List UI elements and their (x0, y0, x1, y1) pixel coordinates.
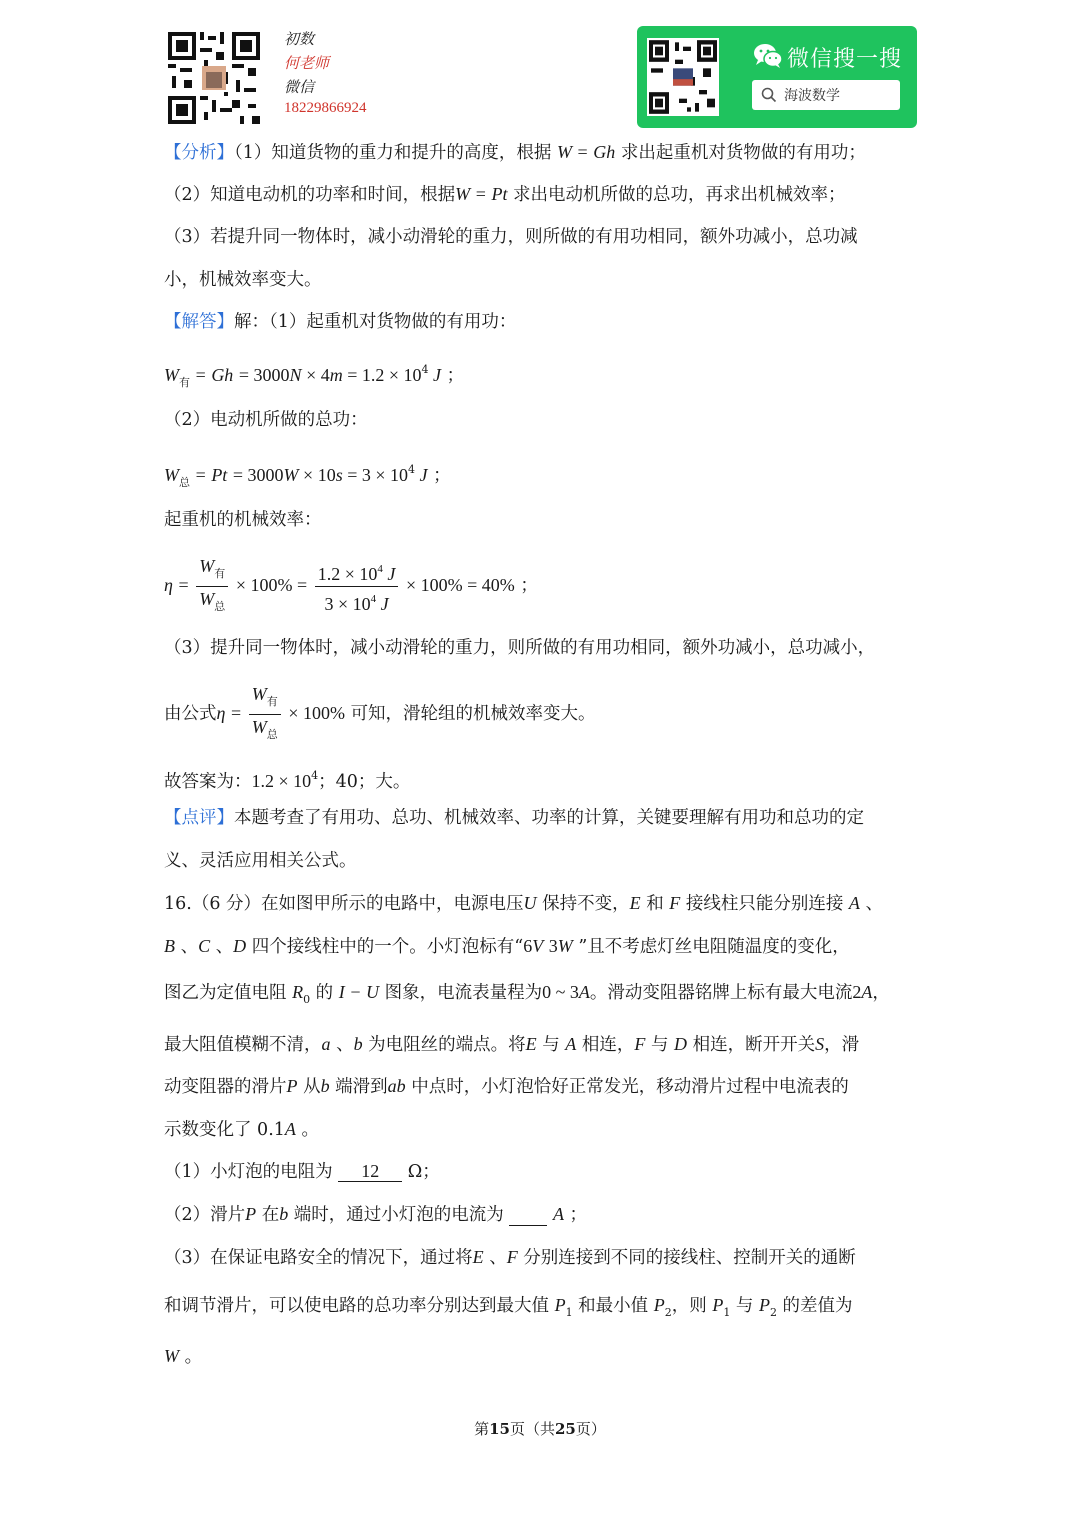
useful-work-equation: $W_有 = Gh = 3000N \times 4m = 1.2 \times 10^4$ J ； (164, 363, 465, 389)
punct: ； (520, 576, 538, 596)
analysis-text: 求出起重机对货物做的有用功； (620, 143, 866, 163)
q16-text: 最大阻值模糊不清， (164, 1035, 322, 1055)
q16-text: Ω； (407, 1162, 440, 1182)
analysis-text: （1）知道货物的重力和提升的高度，根据 (234, 143, 552, 163)
q16-subquestion-2: （2）滑片P 在b 端时，通过小灯泡的电流为 A ； (164, 1204, 588, 1225)
q16-text: 16.（6 分）在如图甲所示的电路中，电源电压 (164, 894, 524, 914)
footer-text: 页） (575, 1420, 606, 1438)
footer-text: 页（共 (509, 1420, 555, 1438)
comment-tag: 【点评】 (164, 808, 234, 828)
total-work-equation: $W_总 = Pt = 3000W \times 10s = 3 \times 10^4$ J ； (164, 463, 451, 489)
page-number: 15 (489, 1420, 510, 1438)
analysis-line-1: 【分析】（1）知道货物的重力和提升的高度，根据 W = Gh 求出起重机对货物做的有用功； (164, 142, 866, 163)
contact-phone: 18229866924 (284, 100, 367, 116)
q2-answer-blank[interactable] (509, 1205, 547, 1226)
footer-text: 第 (474, 1420, 490, 1438)
q16-text: 和 (646, 894, 664, 914)
q16-text: 图象，电流表量程为 (384, 983, 543, 1003)
q16-text: 动变阻器的滑片 (164, 1077, 287, 1097)
wechat-icon (753, 42, 783, 70)
analysis-text: 求出电动机所做的总功，再求出机械效率； (513, 185, 846, 205)
search-icon (761, 87, 777, 107)
efficiency-label: 起重机的机械效率： (164, 510, 322, 530)
solution-part-2: （2）电动机所做的总功： (164, 410, 368, 430)
q16-subquestion-1 (164, 1160, 440, 1184)
q16-text: 中点时，小灯泡恰好正常发光，移动滑片过程中电流表的 (411, 1077, 849, 1097)
formula-suffix: 可知，滑轮组的机械效率变大。 (350, 704, 596, 724)
comment-text: 本题考查了有用功、总功、机械效率、功率的计算，关键要理解有用功和总功的定 (234, 808, 864, 828)
q16-text: 相连， (581, 1035, 635, 1055)
wechat-title: 微信搜一搜 (787, 47, 903, 72)
q16-text: 为电阻丝的端点。将 (368, 1035, 526, 1055)
q16-text: （1）小灯泡的电阻为 (164, 1162, 333, 1182)
q16-text: 端时，通过小灯泡的电流为 (293, 1205, 504, 1225)
analysis-text: （2）知道电动机的功率和时间，根据 (164, 185, 456, 205)
wechat-search-box[interactable] (752, 80, 900, 110)
q16-line-1: 16.（6 分）在如图甲所示的电路中，电源电压U 保持不变，E 和 F 接线柱只能分别连接 A 、 (164, 893, 883, 914)
q16-line-6: 示数变化了 0.1A 。 (164, 1119, 319, 1140)
q16-text: ，则 (671, 1296, 707, 1316)
q16-line-2: B 、C 、D 四个接线柱中的一个。小灯泡标有“6V 3W ”且不考虑灯丝电阻随温度的变化， (164, 936, 850, 957)
analysis-tag: 【分析】 (164, 143, 234, 163)
q16-text: ，滑 (824, 1035, 860, 1055)
q1-answer-blank[interactable]: 12 (338, 1161, 402, 1182)
q16-text: 图乙为定值电阻 (164, 983, 287, 1003)
wechat-search-text: 海波数学 (784, 88, 840, 104)
solution-tag: 【解答】 (164, 312, 234, 332)
q16-text: 端滑到 (335, 1077, 388, 1097)
q16-text: （2）滑片 (164, 1205, 246, 1225)
qr-code (168, 32, 260, 124)
contact-line-1: 初数 (284, 30, 315, 48)
q16-text: 。滑动变阻器铭牌上标有最大电流 (589, 983, 853, 1003)
q16-text: （3）在保证电路安全的情况下，通过将 (164, 1248, 473, 1268)
q16-text: 的差值为 (782, 1296, 853, 1316)
analysis-line-4: 小，机械效率变大。 (164, 270, 322, 290)
q16-line-3: 图乙为定值电阻 $R_0$ 的 I − U 图象，电流表量程为0 ~ 3A。滑动变阻器铭牌上标有最大电流2A， (164, 982, 890, 1006)
q16-text: 从 (303, 1077, 321, 1097)
page-footer (0, 1418, 1080, 1439)
contact-teacher-name: 何老师 (284, 54, 330, 72)
q16-text: 四个接线柱中的一个。小灯泡标有“ (251, 937, 524, 957)
punct: ； (433, 466, 451, 486)
q16-line-4: 最大阻值模糊不清，a 、b 为电阻丝的端点。将E 与 A 相连，F 与 D 相连，断开开关S，滑 (164, 1034, 860, 1055)
formula-line: 由公式η = $\frac{W_有}{W_总}$ × 100% 可知，滑轮组的机械效率变大。 (164, 684, 596, 741)
q16-text: 相连，断开开关 (692, 1035, 816, 1055)
solution-line-1 (164, 310, 516, 334)
q16-text: 与 (735, 1296, 754, 1316)
answer-prefix: 故答案为： (164, 772, 252, 792)
comment-line-1 (164, 806, 864, 830)
solution-part-3: （3）提升同一物体时，减小动滑轮的重力，则所做的有用功相同，额外功减小，总功减小， (164, 638, 876, 658)
analysis-line-2: （2）知道电动机的功率和时间，根据W = Pt 求出电动机所做的总功，再求出机械效率； (164, 184, 846, 205)
q16-text: ”且不考虑灯丝电阻随温度的变化， (578, 937, 850, 957)
analysis-line-3: （3）若提升同一物体时，减小动滑轮的重力，则所做的有用功相同，额外功减小，总功减 (164, 227, 858, 247)
q16-text: 的 (315, 983, 334, 1003)
wechat-search-banner[interactable] (637, 26, 917, 128)
q16-subquestion-3-line-2: 和调节滑片，可以使电路的总功率分别达到最大值 $P_1$ 和最小值 $P_2$，则 $P_1$ 与 $P_2$ 的差值为 (164, 1295, 853, 1319)
q16-text: 保持不变， (542, 894, 630, 914)
q16-subquestion-3: （3）在保证电路安全的情况下，通过将E 、F 分别连接到不同的接线柱、控制开关的通断 (164, 1247, 856, 1268)
page-total: 25 (555, 1420, 576, 1438)
solution-text: 解：（1）起重机对货物做的有用功： (234, 312, 517, 332)
q16-line-5: 动变阻器的滑片P 从b 端滑到ab 中点时，小灯泡恰好正常发光，移动滑片过程中电流表的 (164, 1076, 849, 1097)
q16-text: 示数变化了 0.1 (164, 1120, 285, 1140)
answer-line: 故答案为：$1.2 \times 10^4$；40；大。 (164, 769, 411, 792)
punct: ； (446, 366, 465, 386)
q16-subquestion-3-line-3: W 。 (164, 1346, 203, 1367)
comment-line-2: 义、灵活应用相关公式。 (164, 851, 357, 871)
answer-rest: ；40；大。 (318, 772, 411, 792)
q16-text: 和最小值 (578, 1296, 649, 1316)
efficiency-equation: η = $\frac{W_有}{W_总}$ × 100% = $\frac{1.2 \times 10^4 J}{3 \times 10^4 J}$ × 100% = 40% ； (164, 556, 538, 614)
contact-line-3: 微信 (284, 78, 315, 96)
q16-text: 和调节滑片，可以使电路的总功率分别达到最大值 (164, 1296, 549, 1316)
formula-prefix: 由公式 (164, 704, 217, 724)
q16-text: 接线柱只能分别连接 (685, 894, 844, 914)
q16-text: 分别连接到不同的接线柱、控制开关的通断 (523, 1248, 856, 1268)
wechat-qr-code (647, 38, 719, 116)
q16-text: 。 (184, 1347, 203, 1367)
q16-text: 在 (261, 1205, 280, 1225)
